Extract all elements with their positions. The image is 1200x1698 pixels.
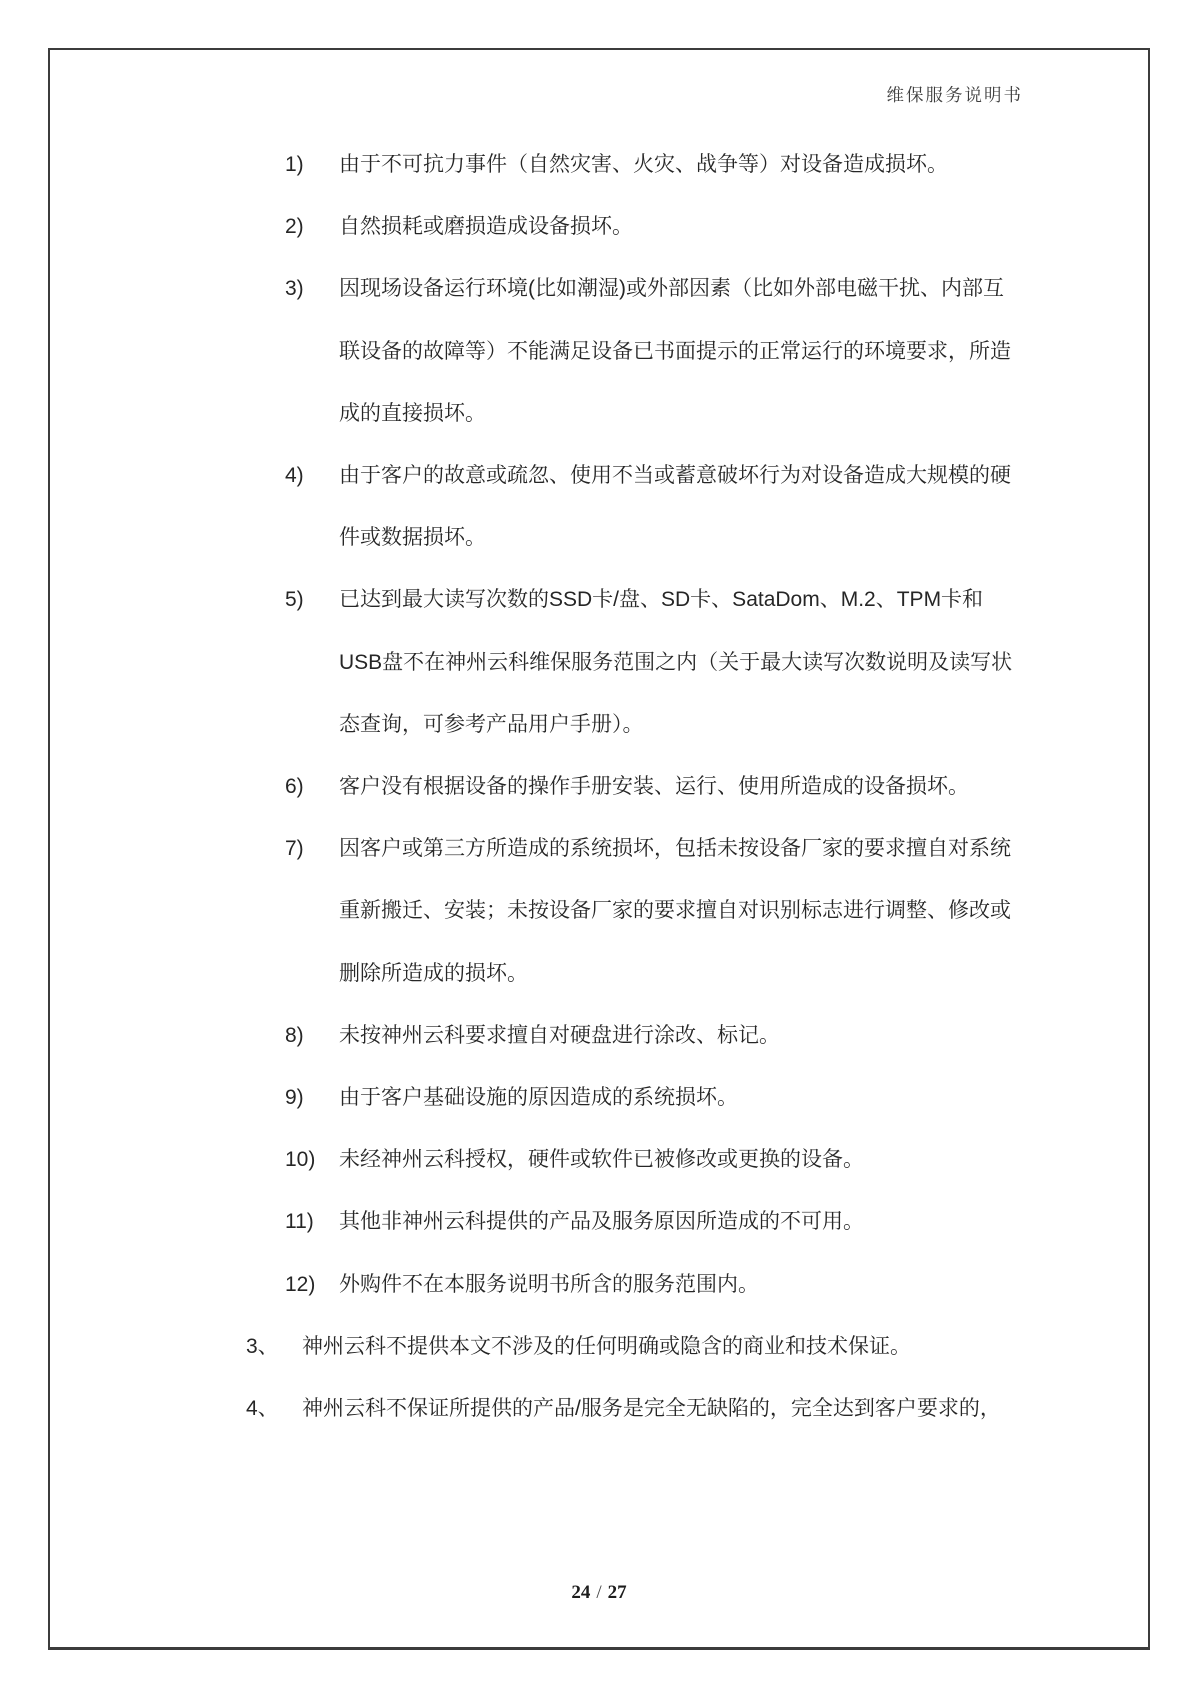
header-title: 维保服务说明书 <box>886 85 1023 105</box>
list-item <box>285 134 1012 196</box>
item-number: 11) <box>285 1210 314 1234</box>
item-number: 9) <box>285 1086 304 1110</box>
item-line: 神州云科不保证所提供的产品/服务是完全无缺陷的，完全达到客户要求的， <box>302 1397 1001 1421</box>
item-number: 4) <box>285 464 304 488</box>
item-line: 由于不可抗力事件（自然灾害、火灾、战争等）对设备造成损坏。 <box>339 153 948 176</box>
item-number: 3、 <box>246 1334 279 1358</box>
item-line: USB盘不在神州云科维保服务范围之内（关于最大读写次数说明及读写状 <box>339 650 1013 674</box>
item-line: 成的直接损坏。 <box>339 401 486 425</box>
item-number: 4、 <box>246 1397 279 1421</box>
list-item <box>246 1378 1012 1440</box>
item-number: 3) <box>285 277 304 301</box>
item-line: 态查询，可参考产品用户手册）。 <box>339 712 644 736</box>
item-text <box>339 196 633 258</box>
item-number: 8) <box>285 1023 304 1047</box>
item-text <box>339 756 969 818</box>
page-number-separator: / <box>596 1582 602 1603</box>
item-text <box>339 818 1011 1005</box>
list-item <box>285 756 1012 818</box>
item-number: 7) <box>285 837 304 861</box>
item-text <box>339 134 948 196</box>
item-number: 6) <box>285 775 304 799</box>
item-number: 10) <box>285 1148 316 1172</box>
item-line: 由于客户基础设施的原因造成的系统损坏。 <box>339 1086 738 1110</box>
item-text <box>339 1005 780 1067</box>
item-text <box>339 258 1011 445</box>
item-line: 因现场设备运行环境(比如潮湿)或外部因素（比如外部电磁干扰、内部互 <box>339 277 1004 301</box>
page-number-total: 27 <box>607 1582 627 1603</box>
list-item <box>285 258 1012 445</box>
item-line: 其他非神州云科提供的产品及服务原因所造成的不可用。 <box>339 1210 864 1234</box>
list-item <box>285 1254 1012 1316</box>
list-item <box>285 196 1012 258</box>
item-line: 已达到最大读写次数的SSD卡/盘、SD卡、SataDom、M.2、TPM卡和 <box>339 588 984 612</box>
exclusion-list <box>246 134 1013 1440</box>
item-number: 2) <box>285 215 304 239</box>
item-text <box>339 1067 738 1129</box>
list-item <box>285 569 1012 756</box>
item-line: 外购件不在本服务说明书所含的服务范围内。 <box>339 1272 759 1296</box>
page-footer <box>48 1582 1150 1604</box>
list-item <box>285 445 1012 569</box>
item-number: 5) <box>285 588 304 612</box>
item-line: 由于客户的故意或疏忽、使用不当或蓄意破坏行为对设备造成大规模的硬 <box>339 464 1011 488</box>
item-line: 因客户或第三方所造成的系统损坏，包括未按设备厂家的要求擅自对系统 <box>339 837 1011 861</box>
item-line: 神州云科不提供本文不涉及的任何明确或隐含的商业和技术保证。 <box>302 1334 911 1358</box>
page-number-current: 24 <box>571 1582 591 1603</box>
list-item <box>285 1191 1012 1253</box>
item-text <box>339 1129 864 1191</box>
list-item <box>285 818 1012 1005</box>
item-line: 重新搬迁、安装；未按设备厂家的要求擅自对识别标志进行调整、修改或 <box>339 899 1011 923</box>
list-item <box>285 1067 1012 1129</box>
item-text <box>339 1254 759 1316</box>
item-line: 删除所造成的损坏。 <box>339 961 528 985</box>
list-item <box>285 1005 1012 1067</box>
item-line: 自然损耗或磨损造成设备损坏。 <box>339 215 633 239</box>
item-text <box>302 1316 911 1378</box>
item-number: 12) <box>285 1272 316 1296</box>
item-text <box>339 445 1011 569</box>
item-text <box>339 1191 864 1253</box>
item-line: 客户没有根据设备的操作手册安装、运行、使用所造成的设备损坏。 <box>339 775 969 799</box>
list-item <box>246 1316 1012 1378</box>
item-line: 未经神州云科授权，硬件或软件已被修改或更换的设备。 <box>339 1148 864 1172</box>
item-line: 件或数据损坏。 <box>339 526 486 550</box>
list-item <box>285 1129 1012 1191</box>
item-text <box>339 569 1012 756</box>
item-line: 未按神州云科要求擅自对硬盘进行涂改、标记。 <box>339 1023 780 1047</box>
item-number: 1) <box>285 153 304 176</box>
item-line: 联设备的故障等）不能满足设备已书面提示的正常运行的环境要求，所造 <box>339 339 1011 363</box>
item-text <box>302 1378 1001 1440</box>
